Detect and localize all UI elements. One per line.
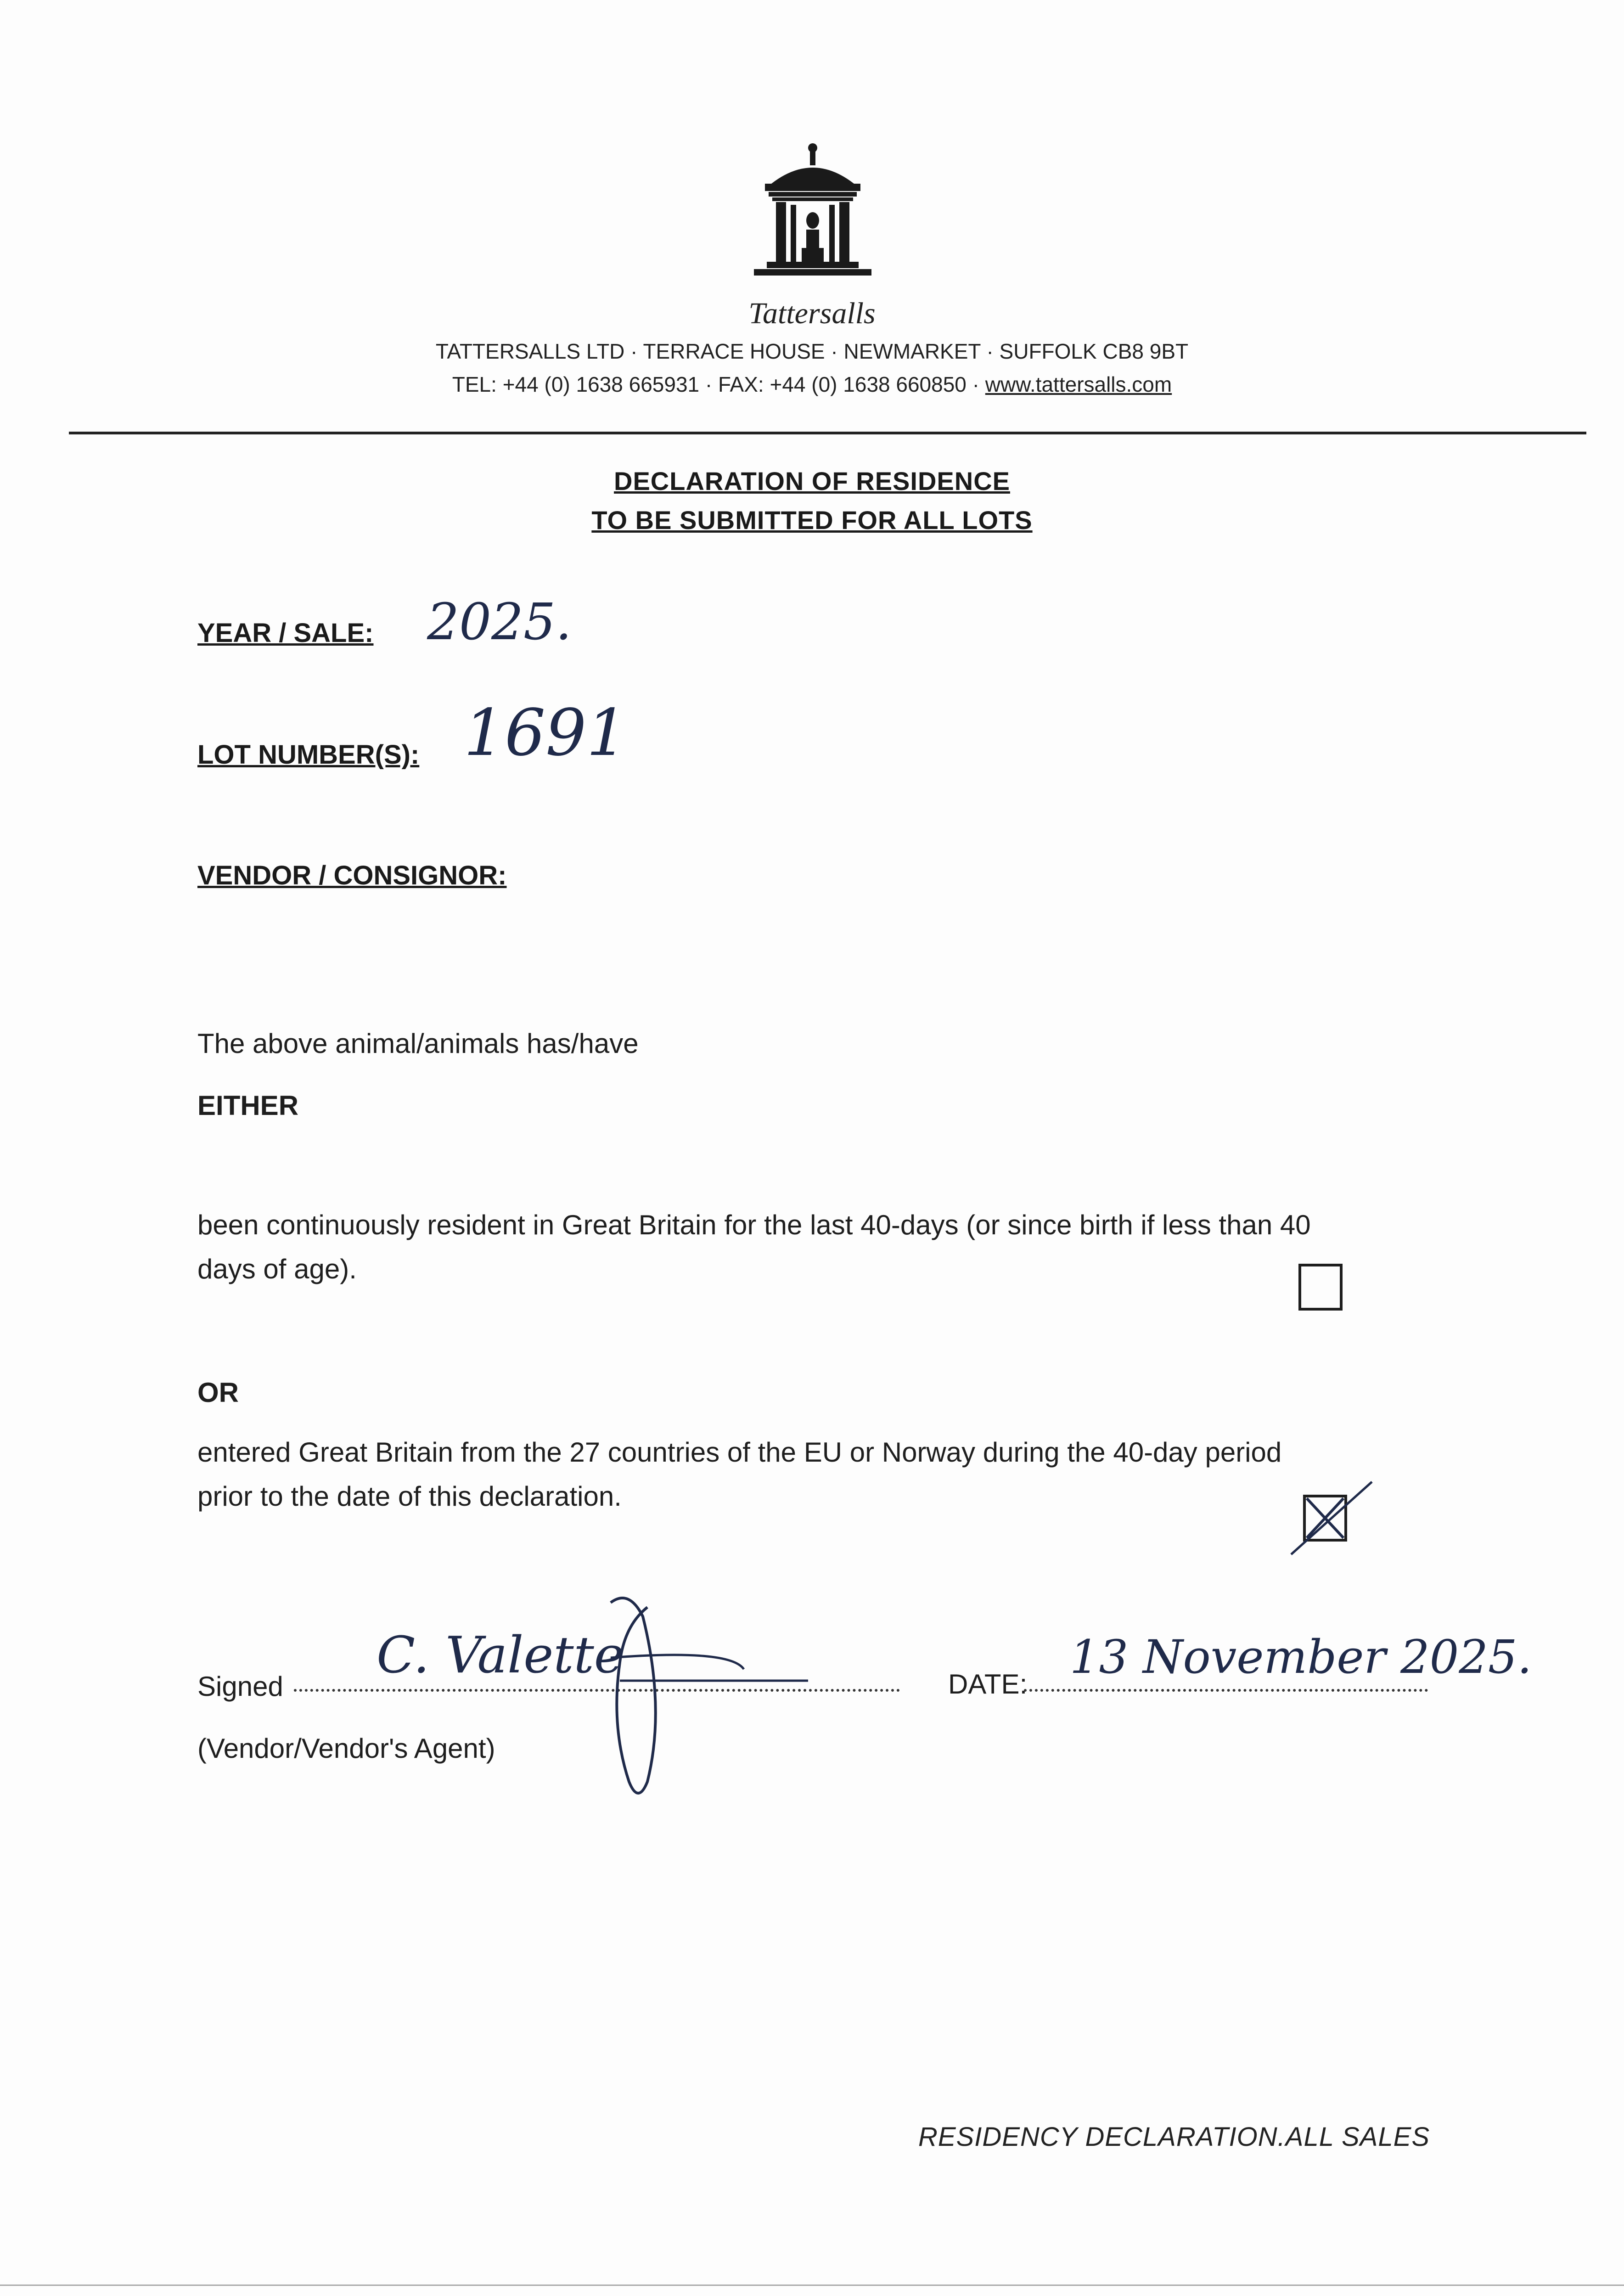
brand-name: Tattersalls bbox=[748, 297, 876, 330]
option-entered-line2: prior to the date of this declaration. bbox=[197, 1481, 622, 1512]
year-sale-value[interactable]: 2025. bbox=[427, 592, 572, 651]
option-entered-text bbox=[197, 1430, 1281, 1519]
company-contact bbox=[0, 372, 1624, 397]
year-sale-label: YEAR / SALE: bbox=[197, 618, 374, 648]
check-slash-icon bbox=[1286, 1476, 1377, 1559]
contact-phone-fax: TEL: +44 (0) 1638 665931 · FAX: +44 (0) 1638 660850 · bbox=[452, 372, 985, 396]
signed-label: Signed bbox=[197, 1671, 283, 1702]
rotunda-icon bbox=[748, 138, 877, 294]
signer-name[interactable]: C. Valette bbox=[376, 1626, 624, 1684]
website-link[interactable]: www.tattersalls.com bbox=[985, 372, 1172, 396]
date-value[interactable]: 13 November 2025. bbox=[1070, 1630, 1532, 1684]
footer-reference: RESIDENCY DECLARATION.ALL SALES bbox=[918, 2122, 1430, 2152]
lot-numbers-value[interactable]: 1691 bbox=[464, 696, 628, 771]
declaration-intro: The above animal/animals has/have bbox=[197, 1028, 639, 1059]
tattersalls-logo bbox=[748, 138, 877, 294]
signer-role: (Vendor/Vendor's Agent) bbox=[197, 1733, 495, 1764]
company-address: TATTERSALLS LTD · TERRACE HOUSE · NEWMARKET · SUFFOLK CB8 9BT bbox=[435, 339, 1189, 363]
either-heading: EITHER bbox=[197, 1090, 299, 1121]
date-dotted-line bbox=[1024, 1689, 1428, 1692]
option-resident-text bbox=[197, 1203, 1311, 1291]
page-bottom-edge bbox=[0, 2285, 1624, 2286]
document-subtitle: TO BE SUBMITTED FOR ALL LOTS bbox=[591, 506, 1033, 535]
option-resident-line1: been continuously resident in Great Britain for the last 40-days (or since birth if less than 40 bbox=[197, 1210, 1311, 1240]
header-divider bbox=[69, 432, 1586, 434]
date-label: DATE: bbox=[948, 1669, 1028, 1699]
resident-checkbox[interactable] bbox=[1298, 1264, 1343, 1311]
option-resident-line2: days of age). bbox=[197, 1254, 357, 1284]
or-heading: OR bbox=[197, 1377, 239, 1408]
signature-scribble bbox=[592, 1589, 831, 1805]
vendor-consignor-label: VENDOR / CONSIGNOR: bbox=[197, 861, 507, 890]
option-entered-line1: entered Great Britain from the 27 countries of the EU or Norway during the 40-day period bbox=[197, 1437, 1282, 1468]
document-title: DECLARATION OF RESIDENCE bbox=[614, 467, 1010, 495]
lot-numbers-label: LOT NUMBER(S): bbox=[197, 740, 420, 770]
